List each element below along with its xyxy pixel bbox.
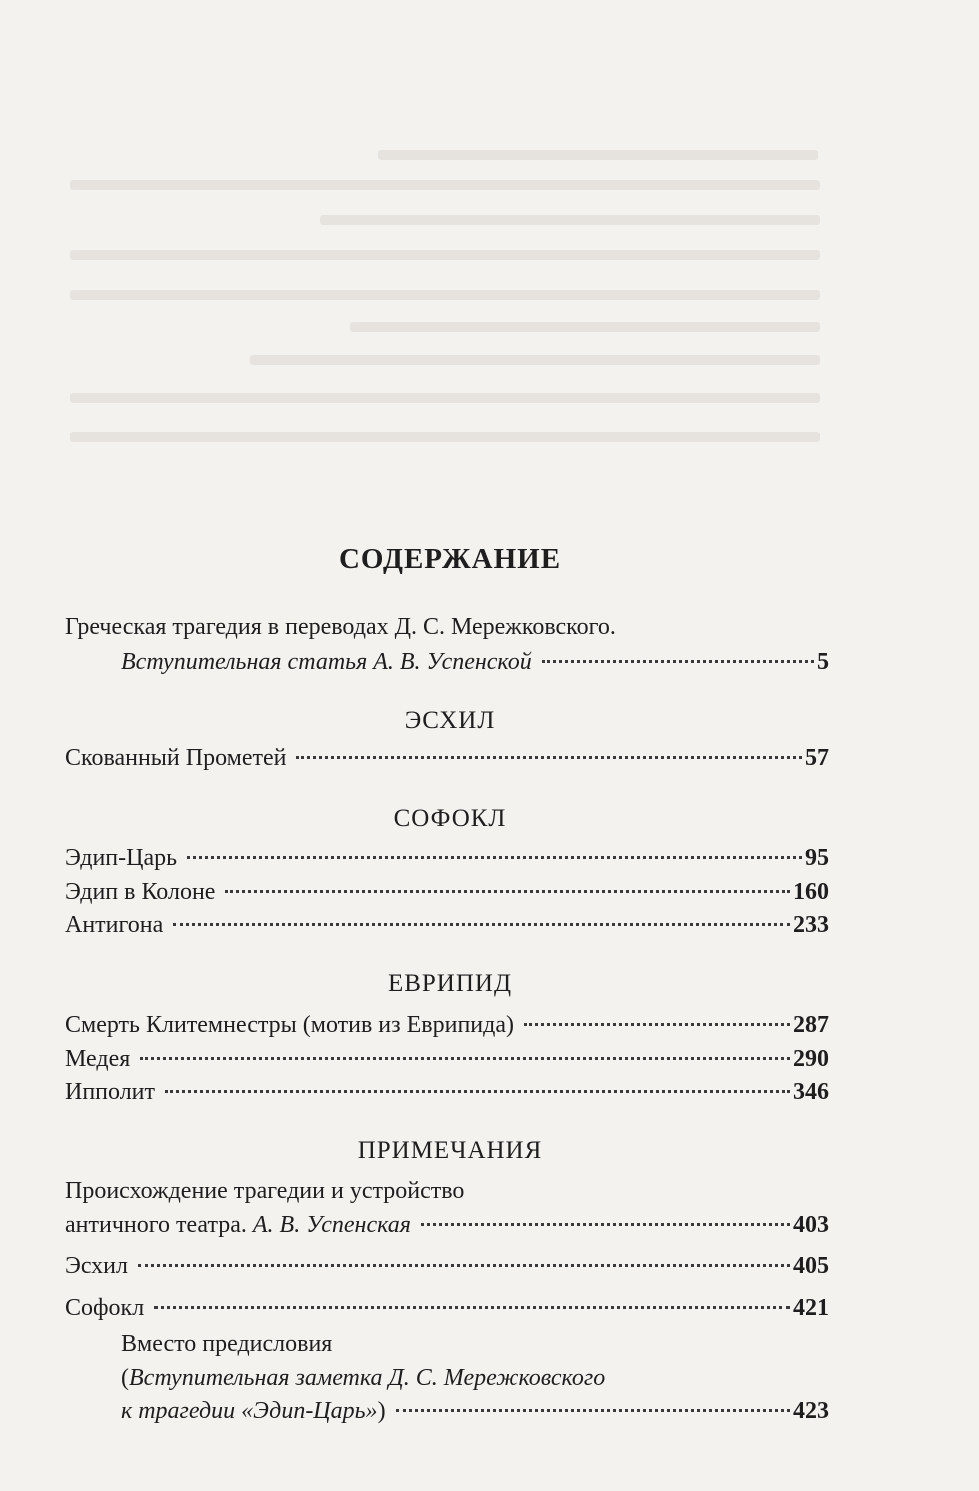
preface-line-1: Вместо предисловия — [121, 1331, 333, 1357]
leader-dots — [140, 1057, 790, 1060]
leader-dots — [524, 1023, 790, 1026]
leader-dots — [154, 1306, 790, 1309]
toc-entry[interactable] — [65, 845, 829, 875]
entry-title: Медея — [65, 1046, 131, 1072]
entry-page: 423 — [793, 1398, 829, 1424]
toc-entry[interactable] — [65, 1253, 829, 1283]
entry-page: 95 — [805, 845, 829, 871]
entry-title-text: античного театра. — [65, 1212, 247, 1238]
leader-dots — [173, 923, 790, 926]
entry-page: 160 — [793, 879, 829, 905]
leader-dots — [225, 890, 790, 893]
entry-page: 346 — [793, 1079, 829, 1105]
section-heading-euripides: ЕВРИПИД — [387, 970, 513, 997]
entry-title: Смерть Клитемнестры (мотив из Еврипида) — [65, 1012, 515, 1038]
entry-title-text: к трагедии «Эдип-Царь» — [121, 1398, 378, 1424]
entry-title: Вступительная статья А. В. Успенской — [121, 649, 532, 675]
page-title: СОДЕРЖАНИЕ — [338, 543, 562, 575]
toc-entry[interactable] — [65, 879, 829, 909]
preface-note: Вступительная заметка Д. С. Мережковского — [129, 1365, 606, 1391]
toc-entry[interactable] — [65, 1046, 829, 1076]
entry-title: Эсхил — [65, 1253, 128, 1279]
leader-dots — [421, 1223, 790, 1226]
leader-dots — [165, 1090, 790, 1093]
entry-author: А. В. Успенская — [252, 1212, 411, 1238]
section-heading-notes: ПРИМЕЧАНИЯ — [357, 1137, 543, 1164]
entry-title: Скованный Прометей — [65, 745, 287, 771]
toc-entry-origin[interactable] — [65, 1212, 829, 1242]
entry-page: 290 — [793, 1046, 829, 1072]
leader-dots — [138, 1264, 790, 1267]
toc-entry[interactable] — [65, 1295, 829, 1325]
open-paren: ( — [121, 1365, 129, 1391]
toc-entry[interactable] — [65, 1079, 829, 1109]
toc-entry[interactable] — [65, 745, 829, 775]
entry-title: Эдип-Царь — [65, 845, 178, 871]
entry-page: 5 — [817, 649, 829, 675]
entry-title — [65, 1212, 411, 1239]
leader-dots — [396, 1409, 790, 1412]
section-heading-sophocles: СОФОКЛ — [393, 805, 507, 832]
section-heading-aeschylus: ЭСХИЛ — [404, 707, 496, 734]
entry-title: Софокл — [65, 1295, 145, 1321]
entry-page: 403 — [793, 1212, 829, 1238]
toc-entry[interactable] — [65, 1012, 829, 1042]
intro-line-1: Греческая трагедия в переводах Д. С. Мережковского. — [65, 614, 616, 640]
entry-page: 421 — [793, 1295, 829, 1321]
entry-page: 57 — [805, 745, 829, 771]
entry-page: 287 — [793, 1012, 829, 1038]
leader-dots — [296, 756, 802, 759]
entry-title: Эдип в Колоне — [65, 879, 216, 905]
entry-title: Ипполит — [65, 1079, 156, 1105]
leader-dots — [542, 660, 814, 663]
entry-title: Антигона — [65, 912, 164, 938]
close-paren: ) — [377, 1398, 386, 1424]
notes-origin-line-1: Происхождение трагедии и устройство — [65, 1178, 465, 1204]
entry-title — [121, 1398, 386, 1425]
toc-entry[interactable] — [65, 912, 829, 942]
bleed-through-text — [0, 0, 979, 480]
entry-page: 405 — [793, 1253, 829, 1279]
entry-page: 233 — [793, 912, 829, 938]
toc-entry-preface[interactable] — [121, 1398, 829, 1428]
leader-dots — [187, 856, 802, 859]
preface-line-2 — [121, 1365, 605, 1392]
toc-entry-intro[interactable] — [121, 649, 829, 679]
